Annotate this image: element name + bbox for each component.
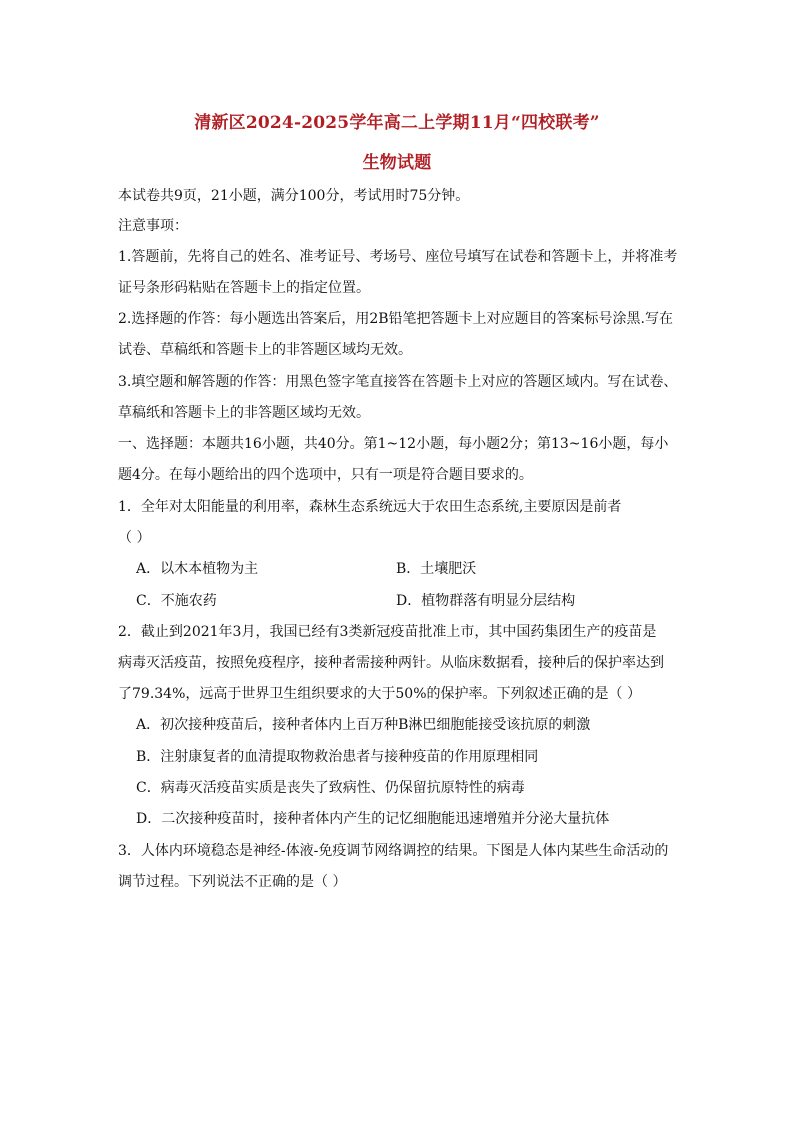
question-2-option-b: B．注射康复者的血清提取物救治患者与接种疫苗的作用原理相同 [136, 749, 539, 765]
notice-1-line-2: 证号条形码粘贴在答题卡上的指定位置。 [118, 280, 370, 296]
question-1-option-b: B．土壤肥沃 [396, 561, 477, 577]
notice-2-line-2: 试卷、草稿纸和答题卡上的非答题区域均无效。 [118, 342, 412, 358]
question-2-option-d: D．二次接种疫苗时，接种者体内产生的记忆细胞能迅速增殖并分泌大量抗体 [136, 811, 610, 827]
notice-3-line-1: 3.填空题和解答题的作答：用黑色签字笔直接答在答题卡上对应的答题区域内。写在试卷、 [118, 374, 678, 390]
question-2-stem-line-3: 了79.34%，远高于世界卫生组织要求的大于50%的保护率。下列叙述正确的是（ ） [118, 686, 641, 702]
exam-info: 本试卷共9页，21小题，满分100分，考试用时75分钟。 [118, 188, 470, 204]
notice-2-line-1: 2.选择题的作答：每小题选出答案后，用2B铅笔把答题卡上对应题目的答案标号涂黑.写在 [118, 311, 674, 327]
notice-1-line-1: 1.答题前，先将自己的姓名、准考证号、考场号、座位号填写在试卷和答题卡上，并将准考 [118, 249, 678, 265]
question-1-option-c: C．不施农药 [136, 593, 217, 609]
question-2-option-c: C．病毒灭活疫苗实质是丧失了致病性、仍保留抗原特性的病毒 [136, 780, 525, 796]
question-2-option-a: A．初次接种疫苗后，接种者体内上百万种B淋巴细胞能接受该抗原的刺激 [136, 717, 591, 733]
section-1-heading-cont: 题4分。在每小题给出的四个选项中，只有一项是符合题目要求的。 [118, 467, 533, 483]
question-3-stem-line-2: 调节过程。下列说法不正确的是（ ） [118, 874, 347, 890]
question-3-stem-line-1: 3．人体内环境稳态是神经-体液-免疫调节网络调控的结果。下图是人体内某些生命活动的 [118, 843, 669, 859]
question-1-stem: 1．全年对太阳能量的利用率，森林生态系统远大于农田生态系统,主要原因是前者 [118, 499, 622, 515]
exam-subject: 生物试题 [362, 153, 432, 173]
question-1-blank: （ ） [118, 530, 151, 546]
question-1-option-d: D．植物群落有明显分层结构 [396, 593, 576, 609]
question-1-option-a: A．以木本植物为主 [136, 561, 259, 577]
exam-title: 清新区2024-2025学年高二上学期11月“四校联考” [194, 113, 600, 133]
notice-3-line-2: 草稿纸和答题卡上的非答题区域均无效。 [118, 405, 370, 421]
question-2-stem-line-2: 病毒灭活疫苗，按照免疫程序，接种者需接种两针。从临床数据看，接种后的保护率达到 [118, 655, 664, 671]
notice-heading: 注意事项： [118, 218, 188, 234]
question-2-stem-line-1: 2．截止到2021年3月，我国已经有3类新冠疫苗批准上市，其中国药集团生产的疫苗是 [118, 624, 657, 640]
section-1-heading: 一、选择题：本题共16小题，共40分。第1~12小题，每小题2分；第13~16小题，每小 [118, 436, 669, 452]
